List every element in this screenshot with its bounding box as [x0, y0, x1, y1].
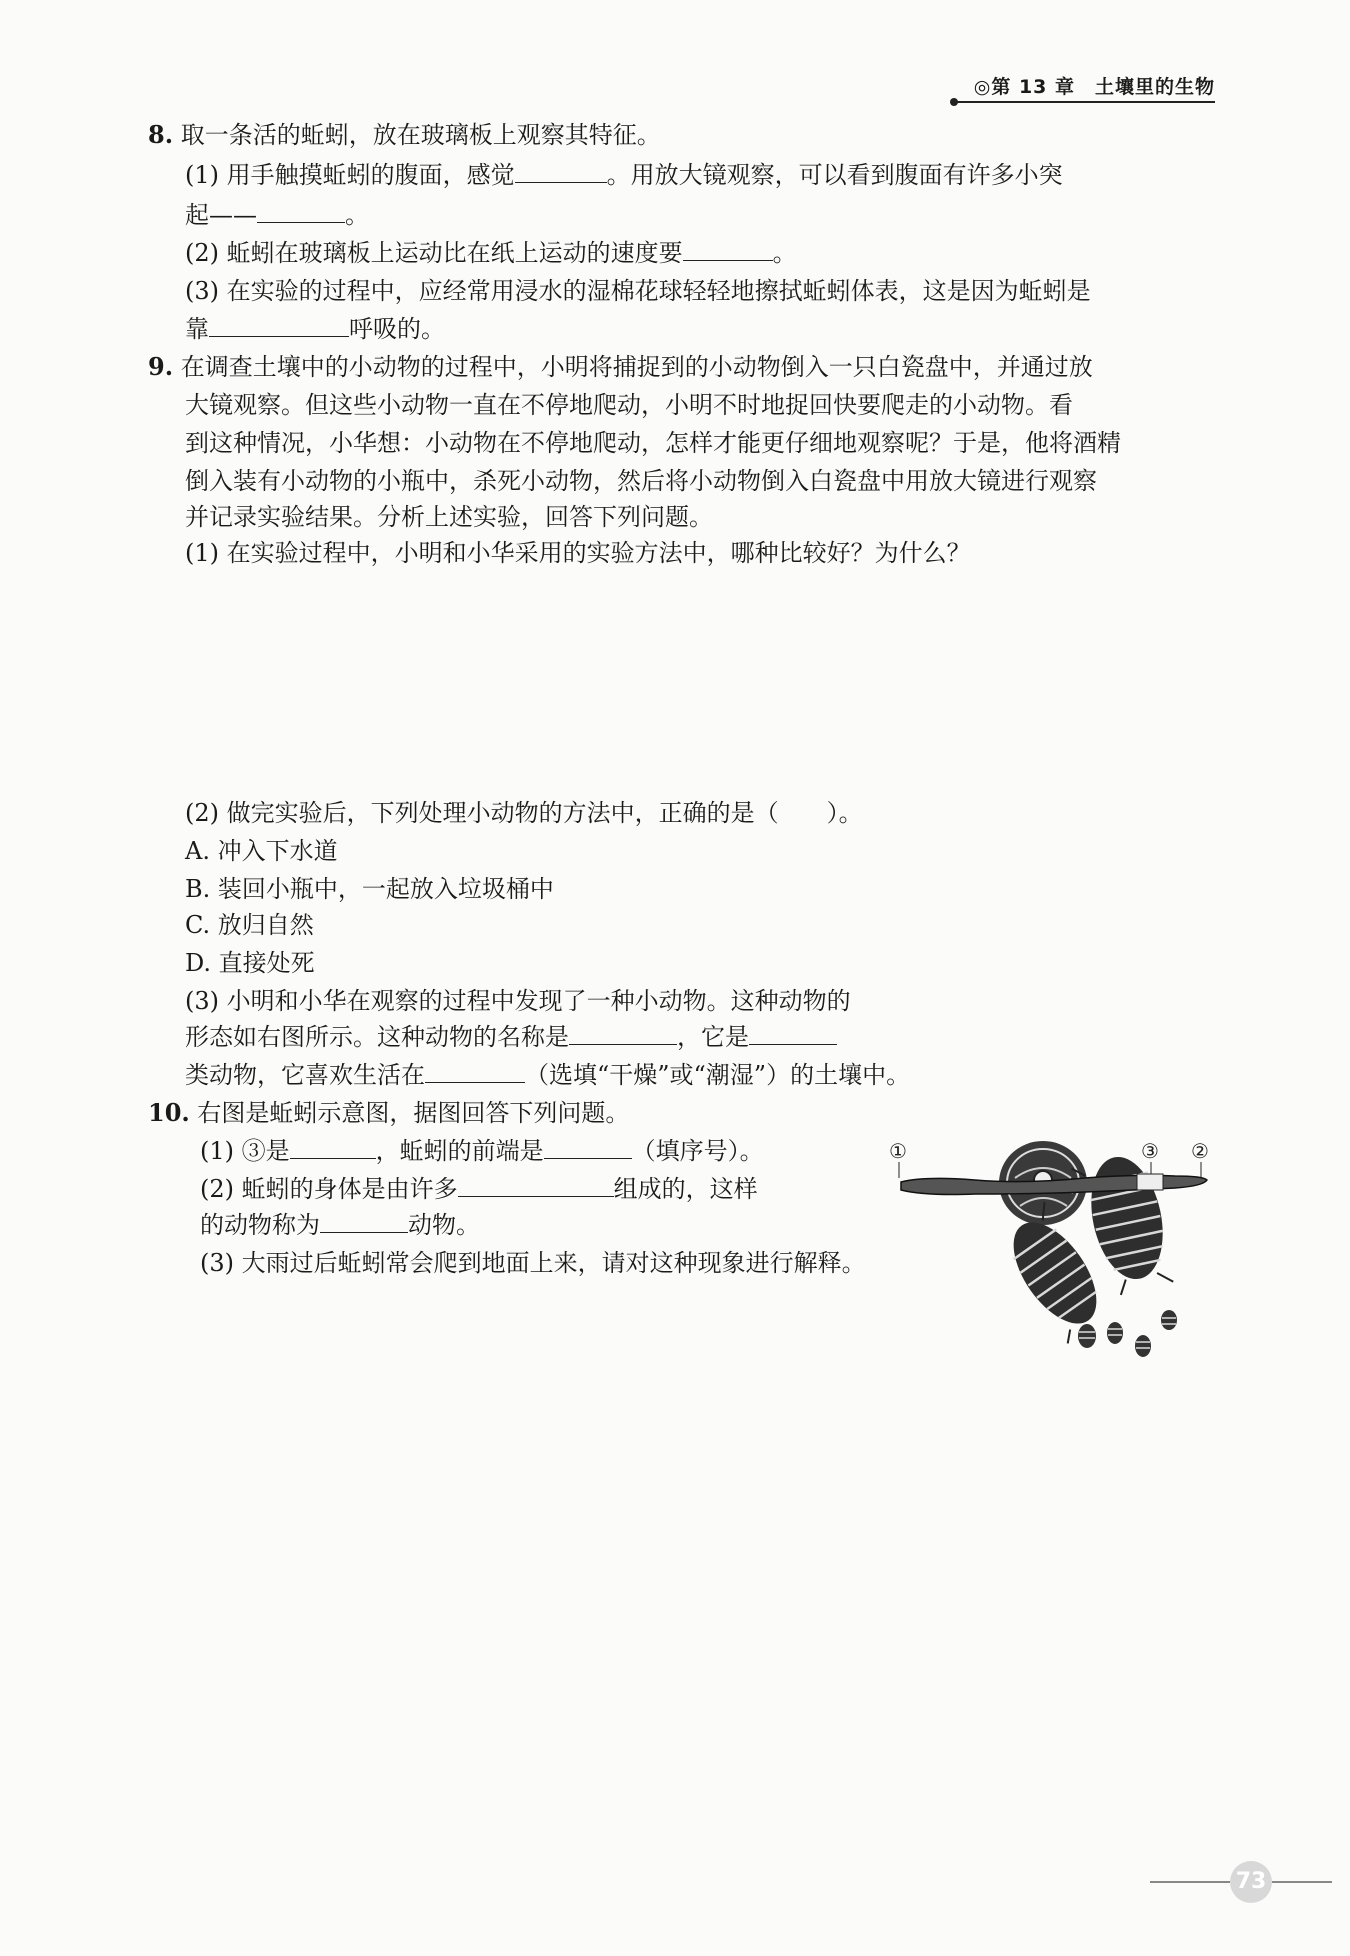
q8-part1-line1	[185, 158, 1063, 192]
q9-option-b[interactable]: B. 装回小瓶中，一起放入垃圾桶中	[185, 875, 554, 903]
q10-part1-text-a: (1) ③是	[200, 1137, 290, 1165]
q9-part3-text-d: 类动物，它喜欢生活在	[185, 1061, 425, 1089]
q8-part3-text-a: (3) 在实验的过程中，应经常用浸水的湿棉花球轻轻地擦拭蚯蚓体表，这是因为蚯蚓是	[185, 277, 1091, 305]
q10-stem: 右图是蚯蚓示意图，据图回答下列问题。	[197, 1099, 630, 1127]
q9-line2: 大镜观察。但这些小动物一直在不停地爬动，小明不时地捉回快要爬走的小动物。看	[185, 391, 1073, 419]
earthworm-label-3: ③	[1141, 1139, 1159, 1163]
q10-blank-part3[interactable]	[290, 1134, 376, 1159]
q10-part2-text-a: (2) 蚯蚓的身体是由许多	[200, 1175, 458, 1203]
q9-option-d[interactable]: D. 直接处死	[185, 949, 315, 977]
q10-part2-text-b: 组成的，这样	[613, 1175, 758, 1203]
q10-part2-text-c: 的动物称为	[200, 1211, 320, 1239]
q8-blank-feel[interactable]	[515, 158, 607, 183]
q10-stem-line	[148, 1096, 629, 1130]
q9-line5: 并记录实验结果。分析上述实验，回答下列问题。	[185, 503, 713, 531]
q9-stem-1: 在调查土壤中的小动物的过程中，小明将捕捉到的小动物倒入一只白瓷盘中，并通过放	[180, 353, 1093, 381]
q9-number: 9.	[148, 352, 174, 381]
page-number-rule-right	[1272, 1881, 1332, 1883]
q10-part1-text-c: （填序号）。	[631, 1137, 764, 1165]
q9-line3: 到这种情况，小华想：小动物在不停地爬动，怎样才能更仔细地观察呢？于是，他将酒精	[185, 429, 1121, 457]
q8-part3-line2	[185, 312, 445, 346]
q9-blank-class[interactable]	[749, 1020, 837, 1045]
q10-part3: (3) 大雨过后蚯蚓常会爬到地面上来，请对这种现象进行解释。	[200, 1249, 866, 1277]
q9-option-c[interactable]: C. 放归自然	[185, 911, 314, 939]
earthworm-diagram	[885, 1134, 1225, 1214]
header-rule	[955, 101, 1215, 103]
q10-blank-front[interactable]	[544, 1134, 632, 1159]
q8-part1-text-b: 。用放大镜观察，可以看到腹面有许多小突	[606, 161, 1063, 189]
page-number: 73	[1230, 1861, 1272, 1903]
q8-part2-line	[185, 236, 797, 270]
q8-part3-text-c: 呼吸的。	[349, 315, 445, 343]
q9-part3-text-c: ，它是	[677, 1023, 749, 1051]
q10-number: 10.	[148, 1098, 190, 1127]
q9-part3-text-b: 形态如右图所示。这种动物的名称是	[185, 1023, 569, 1051]
earthworm-label-2: ②	[1191, 1139, 1209, 1163]
q9-line4: 倒入装有小动物的小瓶中，杀死小动物，然后将小动物倒入白瓷盘中用放大镜进行观察	[185, 467, 1097, 495]
q10-part2-line1	[200, 1172, 758, 1206]
q9-blank-habitat[interactable]	[425, 1058, 525, 1083]
q9-option-a[interactable]: A. 冲入下水道	[185, 837, 338, 865]
q9-line1	[148, 350, 1093, 384]
q10-blank-segments[interactable]	[458, 1172, 614, 1197]
q8-part1-text-c: 起——	[185, 201, 257, 229]
q9-part3-line3	[185, 1058, 910, 1092]
q10-part3-answer-space[interactable]	[200, 1290, 1215, 1470]
q8-stem: 取一条活的蚯蚓，放在玻璃板上观察其特征。	[180, 121, 661, 149]
q8-part2-text-a: (2) 蚯蚓在玻璃板上运动比在纸上运动的速度要	[185, 239, 683, 267]
chapter-header: ◎第 13 章 土壤里的生物	[973, 76, 1215, 98]
q8-part3-line1	[185, 274, 1091, 308]
q10-blank-animal-type[interactable]	[320, 1208, 408, 1233]
q8-stem-line	[148, 118, 661, 152]
q10-part2-text-d: 动物。	[408, 1211, 480, 1239]
q9-blank-name[interactable]	[569, 1020, 677, 1045]
q8-part2-text-b: 。	[772, 239, 797, 267]
q9-part2: (2) 做完实验后，下列处理小动物的方法中，正确的是（ ）。	[185, 799, 863, 827]
q8-blank-breathing[interactable]	[209, 312, 349, 337]
q9-part3-text-e: （选填“干燥”或“潮湿”）的土壤中。	[525, 1061, 911, 1089]
q9-part3-line2	[185, 1020, 837, 1054]
q8-part3-text-b: 靠	[185, 315, 209, 343]
q10-part1-text-b: ，蚯蚓的前端是	[375, 1137, 544, 1165]
earthworm-label-1: ①	[889, 1139, 907, 1163]
q10-part2-line2	[200, 1208, 480, 1242]
q8-number: 8.	[148, 120, 174, 149]
q8-part1-text-a: (1) 用手触摸蚯蚓的腹面，感觉	[185, 161, 515, 189]
q9-part3-line1: (3) 小明和小华在观察的过程中发现了一种小动物。这种动物的	[185, 987, 851, 1015]
q8-blank-speed[interactable]	[683, 236, 773, 261]
q8-part1-text-d: 。	[345, 201, 369, 229]
page-number-rule-left	[1150, 1881, 1230, 1883]
q9-part1-answer-space[interactable]	[185, 580, 1215, 780]
q9-part1: (1) 在实验过程中，小明和小华采用的实验方法中，哪种比较好？为什么？	[185, 539, 971, 567]
q8-part1-line2	[185, 198, 369, 232]
q8-blank-bristle[interactable]	[257, 198, 345, 223]
q10-part1-line	[200, 1134, 764, 1168]
earthworm-clitellum	[1137, 1174, 1163, 1190]
